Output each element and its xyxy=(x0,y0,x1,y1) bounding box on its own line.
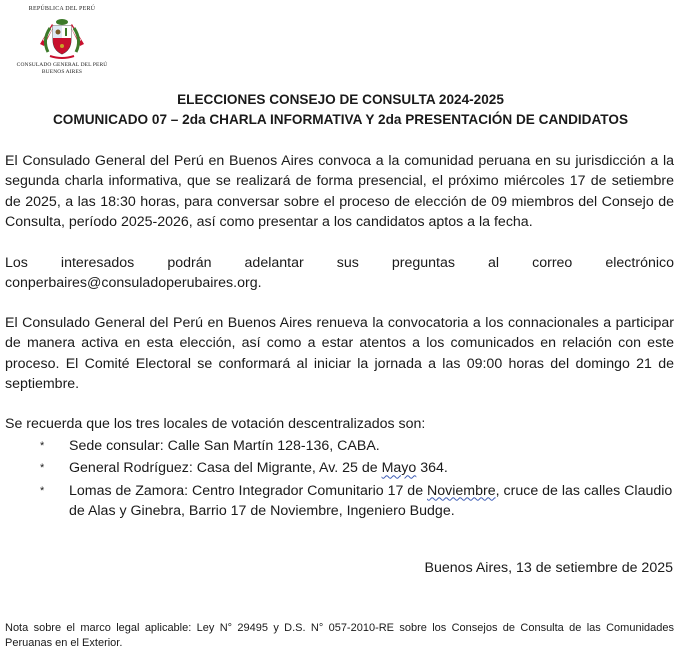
voting-locations-list xyxy=(0,436,681,523)
location-text-end: , cruce de las calles Claudio de Alas y Ginebra, Barrio 17 de Noviembre, Ingeniero Budge. xyxy=(69,482,673,519)
country-label: REPÚBLICA DEL PERÚ xyxy=(28,6,96,12)
location-text: Lomas de Zamora: Centro Integrador Comunitario 17 de xyxy=(69,482,428,499)
institution-city: BUENOS AIRES xyxy=(41,68,83,75)
paragraph-convocation: El Consulado General del Perú en Buenos Aires convoca a la comunidad peruana en su jurisdicción a la segunda charla informativa, que se realizará de forma presencial, el próximo miércoles 17 de setiembre de 2025, a las 18:30 horas, para conversar sobre el proceso de elección de 09 miembros del Consejo de Consulta, período 2025-2026, así como presentar a los candidatos aptos a la fecha. xyxy=(5,153,674,230)
paragraph-questions: Los interesados podrán adelantar sus preguntas al correo electrónico conperbaires@consuladoperubaires.org. xyxy=(5,255,674,292)
header-seal xyxy=(6,6,118,75)
location-text: Sede consular: Calle San Martín 128-136, CABA. xyxy=(69,438,380,454)
spellcheck-marked-word: Mayo xyxy=(381,460,417,477)
list-item xyxy=(0,436,674,456)
list-item xyxy=(0,458,674,478)
location-text: General Rodríguez: Casa del Migrante, Av. 25 de xyxy=(69,460,382,477)
bullet-icon: * xyxy=(40,462,45,475)
list-item xyxy=(0,481,674,522)
paragraph-renewal: El Consulado General del Perú en Buenos Aires renueva la convocatoria a los connacionales a participar de manera activa en esta elección, así como a estar atentos a los comunicados en relación con este proceso. El Comité Electoral se conformará al iniciar la jornada a las 09:00 horas del domingo 21 de septiembre. xyxy=(5,315,674,392)
bullet-icon: * xyxy=(40,440,45,452)
legal-note: Nota sobre el marco legal aplicable: Ley N° 29495 y D.S. N° 057-2010-RE sobre los Consejos de Consulta de las Comunidades Peruanas en el Exterior. xyxy=(5,622,674,649)
place-and-date: Buenos Aires, 13 de setiembre de 2025 xyxy=(424,560,673,576)
institution-name: CONSULADO GENERAL DEL PERÚ xyxy=(16,62,108,68)
coat-of-arms-icon xyxy=(32,14,92,62)
paragraph-locations-intro: Se recuerda que los tres locales de votación descentralizados son: xyxy=(5,416,426,432)
bullet-icon: * xyxy=(40,484,45,497)
title-communique: COMUNICADO 07 – 2da CHARLA INFORMATIVA Y 2da PRESENTACIÓN DE CANDIDATOS xyxy=(52,112,629,127)
location-text-end: 364. xyxy=(416,460,448,477)
title-elections: ELECCIONES CONSEJO DE CONSULTA 2024-2025 xyxy=(177,92,504,107)
spellcheck-marked-word: Noviembre xyxy=(427,482,496,499)
